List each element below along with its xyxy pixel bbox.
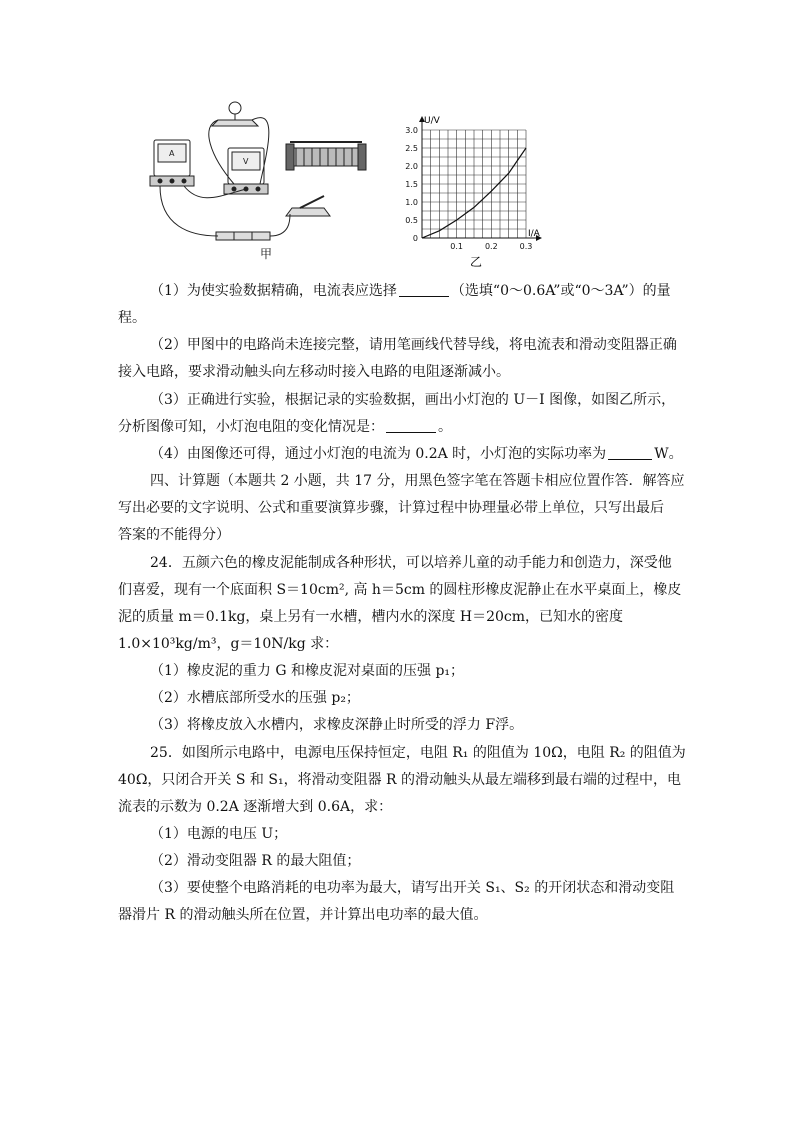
y-tick-label: 0 bbox=[412, 234, 418, 243]
x-tick-label: 0.1 bbox=[450, 242, 464, 251]
y-tick-label: 1.0 bbox=[405, 198, 418, 207]
y-tick-label: 0.5 bbox=[405, 216, 418, 225]
p25-sub3: （3）要使整个电路消耗的电功率为最大，请写出开关 S₁、S₂ 的开闭状态和滑动变阻 bbox=[150, 880, 675, 896]
p24-sub3: （3）将橡皮放入水槽内，求橡皮深静止时所受的浮力 F浮。 bbox=[150, 717, 524, 733]
q3-text-b: 分析图像可知，小灯泡电阻的变化情况是： bbox=[118, 419, 384, 435]
q3-line2 bbox=[118, 417, 678, 437]
q3-line1: （3）正确进行实验，根据记录的实验数据，画出小灯泡的 U－I 图像，如图乙所示， bbox=[150, 392, 676, 408]
section4-line2: 写出必要的文字说明、公式和重要演算步骤，计算过程中协理量必带上单位，只写出最后 bbox=[118, 500, 664, 516]
q2-line1: （2）甲图中的电路尚未连接完整，请用笔画线代替导线，将电流表和滑动变阻器正确 bbox=[150, 337, 677, 353]
p25-sub1: （1）电源的电压 U； bbox=[150, 826, 288, 842]
voltmeter-label: V bbox=[243, 157, 249, 166]
q3-answer-blank[interactable] bbox=[386, 418, 436, 433]
figure-area bbox=[140, 96, 560, 276]
p25-line1: 25．如图所示电路中，电源电压保持恒定，电阻 R₁ 的阻值为 10Ω，电阻 R₂ 的阻值为 bbox=[150, 745, 686, 761]
p24-line1: 24．五颜六色的橡皮泥能制成各种形状，可以培养儿童的动手能力和创造力，深受他 bbox=[150, 555, 672, 571]
q1-text-b: （选填“0～0.6A”或“0～3A”）的量 bbox=[450, 283, 671, 299]
p24-sub1: （1）橡皮泥的重力 G 和橡皮泥对桌面的压强 p₁； bbox=[150, 663, 465, 679]
ui-chart bbox=[402, 110, 552, 290]
battery-icon bbox=[216, 232, 270, 240]
lamp-icon bbox=[212, 102, 258, 126]
p24-line4: 1.0×10³kg/m³，g＝10N/kg 求： bbox=[118, 636, 339, 652]
x-tick-label: 0.2 bbox=[484, 242, 498, 251]
q1-line1 bbox=[150, 281, 710, 301]
switch-icon bbox=[286, 196, 330, 216]
rheostat-icon bbox=[286, 142, 366, 170]
q1-answer-blank[interactable] bbox=[399, 282, 449, 297]
y-tick-label: 3.0 bbox=[405, 126, 418, 135]
voltmeter-icon bbox=[224, 148, 268, 194]
y-axis-label: U/V bbox=[424, 116, 440, 126]
figure-label-right: 乙 bbox=[470, 255, 483, 269]
q2-line2: 接入电路，要求滑动触头向左移动时接入电路的电阻逐渐减小。 bbox=[118, 364, 510, 380]
y-tick-label: 2.0 bbox=[405, 162, 418, 171]
section4-line3: 答案的不能得分） bbox=[118, 527, 230, 543]
q1-text-a: （1）为使实验数据精确，电流表应选择 bbox=[150, 283, 397, 299]
x-tick-label: 0.3 bbox=[519, 242, 533, 251]
p25-sub2: （2）滑动变阻器 R 的最大阻值； bbox=[150, 853, 361, 869]
y-tick-label: 1.5 bbox=[405, 180, 418, 189]
q1-line2: 程。 bbox=[118, 310, 146, 326]
q4-answer-blank[interactable] bbox=[608, 445, 652, 460]
p24-line2: 们喜爱，现有一个底面积 S＝10cm², 高 h＝5cm 的圆柱形橡皮泥静止在水平桌面上，橡皮 bbox=[118, 582, 682, 598]
p24-sub2: （2）水槽底部所受水的压强 p₂； bbox=[150, 690, 360, 706]
ammeter-label: A bbox=[169, 149, 175, 158]
circuit-apparatus-figure bbox=[140, 96, 400, 266]
p25-sub3-cont: 器滑片 R 的滑动触头所在位置，并计算出电功率的最大值。 bbox=[118, 907, 488, 923]
q4-text-b: W。 bbox=[654, 446, 683, 462]
ammeter-icon bbox=[150, 140, 194, 186]
figure-label-left: 甲 bbox=[260, 247, 273, 261]
p24-line3: 泥的质量 m＝0.1kg，桌上另有一水槽，槽内水的深度 H＝20cm，已知水的密度 bbox=[118, 609, 624, 625]
q4-text-a: （4）由图像还可得，通过小灯泡的电流为 0.2A 时，小灯泡的实际功率为 bbox=[150, 446, 607, 462]
p25-line2: 40Ω，只闭合开关 S 和 S₁，将滑动变阻器 R 的滑动触头从最左端移到最右端的过程中，电 bbox=[118, 772, 682, 788]
q3-text-c: 。 bbox=[438, 419, 452, 435]
section4-line1: 四、计算题（本题共 2 小题，共 17 分，用黑色签字笔在答题卡相应位置作答．解答应 bbox=[150, 473, 685, 489]
x-axis-label: I/A bbox=[528, 229, 540, 239]
p25-line3: 流表的示数为 0.2A 逐渐增大到 0.6A，求： bbox=[118, 799, 393, 815]
y-tick-label: 2.5 bbox=[405, 144, 418, 153]
q4-line bbox=[150, 444, 710, 464]
